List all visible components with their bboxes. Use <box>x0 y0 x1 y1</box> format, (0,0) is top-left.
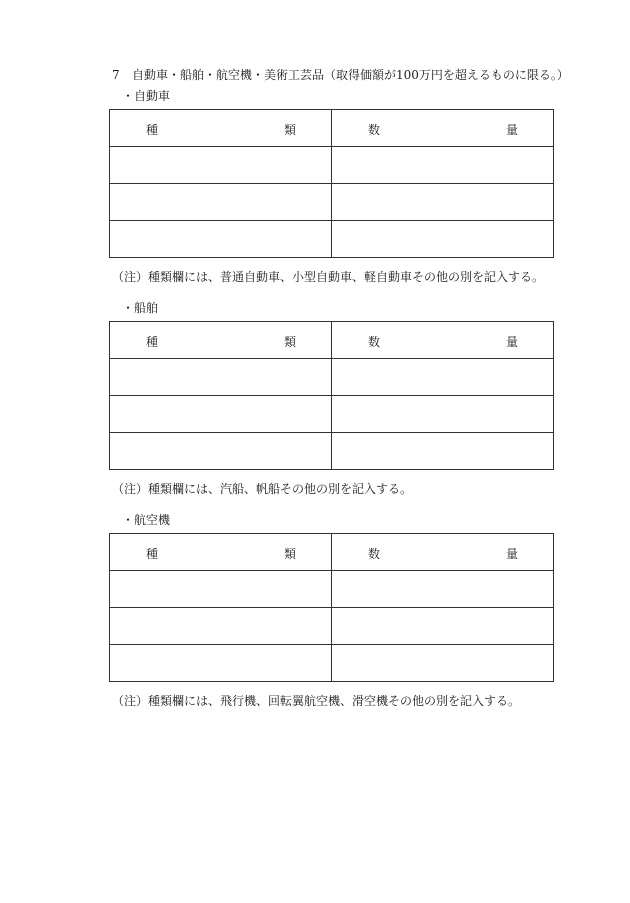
section-number: 7 <box>112 68 120 82</box>
kind-cell[interactable] <box>110 433 332 470</box>
kind-header-char2: 類 <box>283 123 296 137</box>
quantity-cell[interactable] <box>332 184 554 221</box>
quantity-header <box>332 110 554 147</box>
ship-note: （注）種類欄には、汽船、帆船その他の別を記入する。 <box>112 482 413 496</box>
kind-cell[interactable] <box>110 645 332 682</box>
section-heading <box>112 66 569 83</box>
quantity-header-char2: 量 <box>505 547 518 561</box>
subsection-label-automobile: ・自動車 <box>122 89 171 103</box>
quantity-header-char1: 数 <box>368 123 381 137</box>
kind-cell[interactable] <box>110 608 332 645</box>
quantity-cell[interactable] <box>332 147 554 184</box>
kind-header-char2: 類 <box>283 547 296 561</box>
kind-cell[interactable] <box>110 571 332 608</box>
subsection-label-aircraft: ・航空機 <box>122 513 171 527</box>
quantity-cell[interactable] <box>332 221 554 258</box>
subsection-label-ship: ・船舶 <box>122 301 159 315</box>
table-row <box>110 359 554 396</box>
kind-cell[interactable] <box>110 396 332 433</box>
ship-table <box>109 321 554 470</box>
quantity-header <box>332 534 554 571</box>
table-row <box>110 221 554 258</box>
kind-header-char2: 類 <box>283 335 296 349</box>
table-header-row <box>110 110 554 147</box>
table-row <box>110 571 554 608</box>
kind-cell[interactable] <box>110 184 332 221</box>
quantity-cell[interactable] <box>332 396 554 433</box>
automobile-note: （注）種類欄には、普通自動車、小型自動車、軽自動車その他の別を記入する。 <box>112 270 545 284</box>
kind-header-char1: 種 <box>146 335 159 349</box>
quantity-cell[interactable] <box>332 645 554 682</box>
table-row <box>110 184 554 221</box>
quantity-header-char2: 量 <box>505 123 518 137</box>
kind-header <box>110 322 332 359</box>
automobile-table <box>109 109 554 258</box>
table-row <box>110 645 554 682</box>
quantity-header <box>332 322 554 359</box>
kind-cell[interactable] <box>110 359 332 396</box>
table-row <box>110 608 554 645</box>
section-title: 自動車・船舶・航空機・美術工芸品（取得価額が100万円を超えるものに限る。） <box>132 68 569 82</box>
quantity-cell[interactable] <box>332 433 554 470</box>
table-row <box>110 147 554 184</box>
quantity-header-char1: 数 <box>368 547 381 561</box>
kind-cell[interactable] <box>110 147 332 184</box>
table-row <box>110 396 554 433</box>
quantity-header-char1: 数 <box>368 335 381 349</box>
kind-header-char1: 種 <box>146 123 159 137</box>
aircraft-note: （注）種類欄には、飛行機、回転翼航空機、滑空機その他の別を記入する。 <box>112 694 521 708</box>
kind-cell[interactable] <box>110 221 332 258</box>
table-row <box>110 433 554 470</box>
kind-header <box>110 110 332 147</box>
aircraft-table <box>109 533 554 682</box>
quantity-cell[interactable] <box>332 359 554 396</box>
table-header-row <box>110 534 554 571</box>
kind-header <box>110 534 332 571</box>
kind-header-char1: 種 <box>146 547 159 561</box>
quantity-cell[interactable] <box>332 571 554 608</box>
table-header-row <box>110 322 554 359</box>
quantity-header-char2: 量 <box>505 335 518 349</box>
quantity-cell[interactable] <box>332 608 554 645</box>
